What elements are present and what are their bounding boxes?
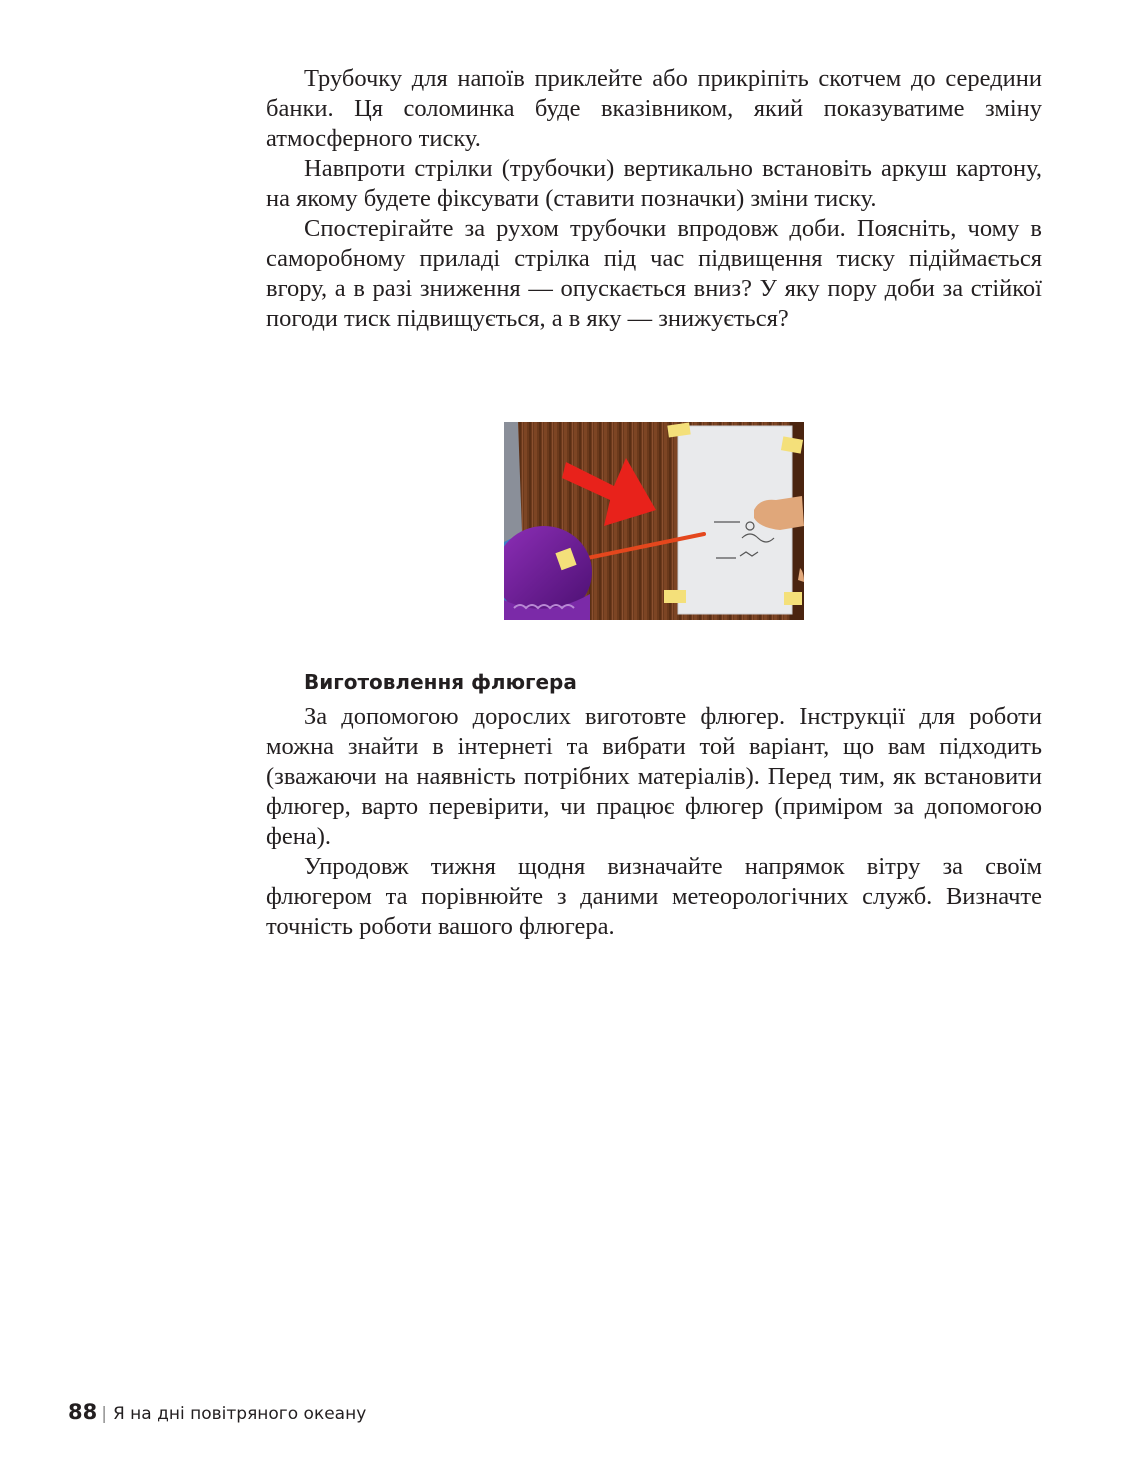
barometer-figure: [504, 422, 804, 620]
page-number: 88: [68, 1400, 98, 1424]
paragraph: Трубочку для напоїв приклейте або прикріпіть скотчем до середини банки. Ця соломинка буде вказівником, який показуватиме зміну атмосферного тиску.: [266, 65, 1042, 152]
paragraph: Спостерігайте за рухом трубочки впродовж доби. Поясніть, чому в саморобному приладі стрілка під час підвищення тиску підіймається вгору, а в разі зниження — опускається вниз? У яку пору доби за стійкої погоди тиск підвищується, а в яку — знижується?: [266, 215, 1042, 332]
paragraph: Упродовж тижня щодня визначайте напрямок вітру за своїм флюгером та порівнюйте з даними метеорологічних служб. Визначте точність роботи вашого флюгера.: [266, 853, 1042, 940]
text-block-top: [266, 64, 1042, 334]
text-block-bottom: [266, 702, 1042, 942]
section-heading: Виготовлення флюгера: [304, 670, 577, 694]
paragraph: Навпроти стрілки (трубочки) вертикально встановіть аркуш картону, на якому будете фіксувати (ставити позначки) зміни тиску.: [266, 155, 1042, 212]
homemade-barometer-illustration-icon: [504, 422, 804, 620]
paragraph: За допомогою дорослих виготовте флюгер. Інструкції для роботи можна знайти в інтернеті та вибрати той варіант, що вам підходить (зважаючи на наявність потрібних матеріалів). Перед тим, як встановити флюгер, варто перевірити, чи працює флюгер (приміром за допомогою фена).: [266, 703, 1042, 850]
footer-section-title: Я на дні повітряного океану: [112, 1404, 367, 1424]
page-footer: [68, 1398, 366, 1428]
footer-separator: |: [101, 1404, 107, 1424]
